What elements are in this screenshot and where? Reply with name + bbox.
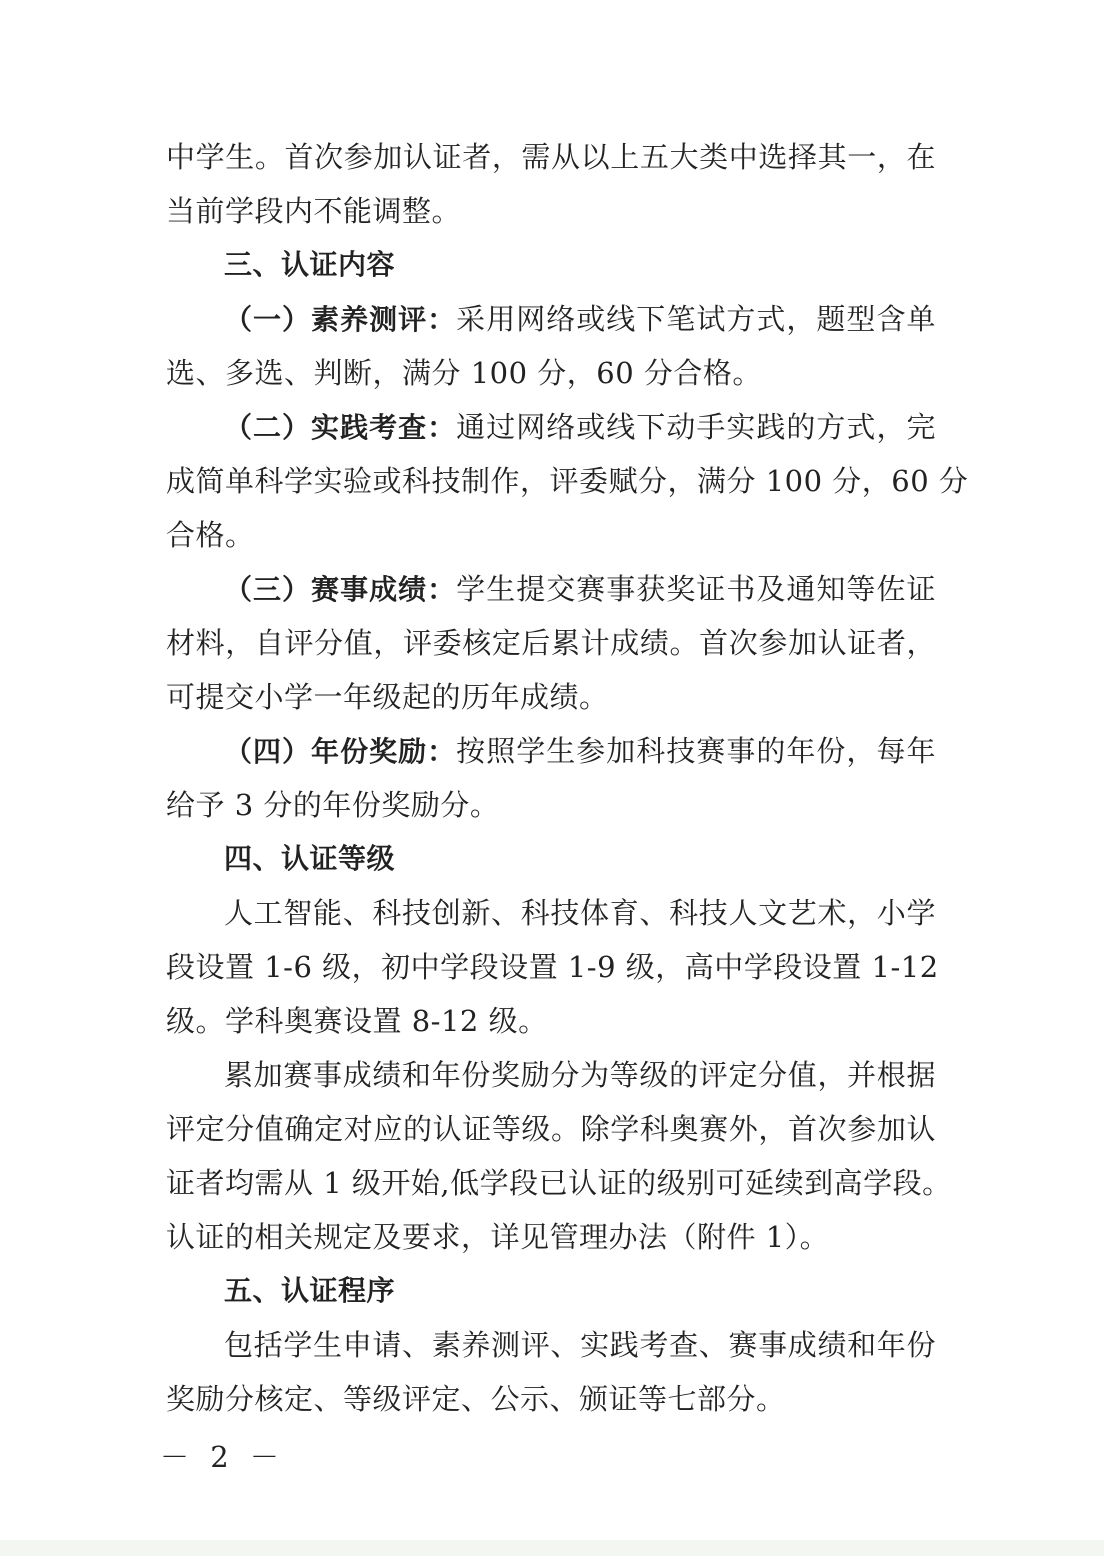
line-text: 按照学生参加科技赛事的年份，每年 [456,734,936,768]
paragraph-line: 人工智能、科技创新、科技体育、科技人文艺术，小学 [224,896,936,930]
line-text: 学生提交赛事获奖证书及通知等佐证 [456,572,936,606]
paragraph-line [166,562,936,616]
section-heading-procedure: 五、认证程序 [224,1274,396,1307]
section-heading-level: 四、认证等级 [224,842,396,875]
paragraph-line: 认证的相关规定及要求，详见管理办法（附件 1）。 [166,1220,830,1254]
subtitle-literacy-assessment: （一）素养测评： [224,303,457,336]
scan-edge [0,1540,1104,1556]
section-heading-content: 三、认证内容 [224,248,396,281]
paragraph-line: 证者均需从 1 级开始,低学段已认证的级别可延续到高学段。 [166,1166,952,1200]
paragraph-line [166,292,936,346]
paragraph-line: 给予 3 分的年份奖励分。 [166,788,500,822]
paragraph-line: 累加赛事成绩和年份奖励分为等级的评定分值，并根据 [224,1058,936,1092]
subtitle-practice-review: （二）实践考查： [224,411,457,444]
line-text: 通过网络或线下动手实践的方式，完 [456,410,936,444]
paragraph-line: 可提交小学一年级起的历年成绩。 [166,680,609,714]
paragraph-line: 材料，自评分值，评委核定后累计成绩。首次参加认证者， [166,626,936,660]
paragraph-line: 包括学生申请、素养测评、实践考查、赛事成绩和年份 [224,1328,936,1362]
line-text: 采用网络或线下笔试方式，题型含单 [456,302,936,336]
paragraph-line [166,400,936,454]
paragraph-line: 当前学段内不能调整。 [166,194,462,228]
page-number: － 2 － [160,1440,285,1474]
paragraph-line: 评定分值确定对应的认证等级。除学科奥赛外，首次参加认 [166,1112,936,1146]
document-body [166,130,969,1426]
paragraph-line: 级。学科奥赛设置 8-12 级。 [166,1004,548,1038]
paragraph-line: 选、多选、判断，满分 100 分，60 分合格。 [166,356,762,390]
paragraph-line: 段设置 1-6 级，初中学段设置 1-9 级，高中学段设置 1-12 [166,950,939,984]
paragraph-line [166,724,936,778]
subtitle-competition-results: （三）赛事成绩： [224,573,457,606]
paragraph-line: 成简单科学实验或科技制作，评委赋分，满分 100 分，60 分 [166,464,969,498]
paragraph-line: 合格。 [166,518,255,552]
subtitle-year-reward: （四）年份奖励： [224,735,457,768]
paragraph-line: 中学生。首次参加认证者，需从以上五大类中选择其一，在 [166,140,936,174]
paragraph-line: 奖励分核定、等级评定、公示、颁证等七部分。 [166,1382,786,1416]
